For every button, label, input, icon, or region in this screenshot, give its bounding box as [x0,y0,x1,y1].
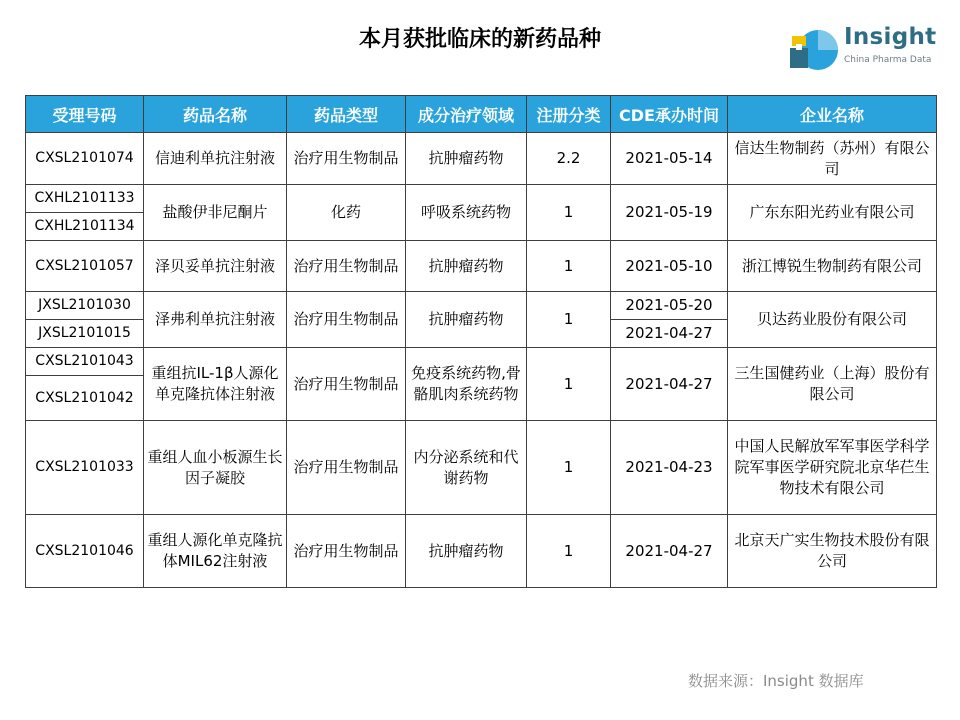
cell-company: 广东东阳光药业有限公司 [728,185,937,241]
column-header-date: CDE承办时间 [611,96,728,133]
page-title: 本月获批临床的新药品种 [358,27,601,52]
insight-logo [786,22,936,78]
cell-area: 抗肿瘤药物 [406,515,527,588]
column-header-type: 药品类型 [287,96,406,133]
cell-type: 治疗用生物制品 [287,241,406,292]
column-header-id: 受理号码 [26,96,144,133]
cell-area: 免疫系统药物,骨骼肌肉系统药物 [406,348,527,421]
table-row [26,185,937,213]
cell-class: 1 [527,421,611,515]
cell-drug: 重组人源化单克隆抗体MIL62注射液 [144,515,287,588]
column-header-drug: 药品名称 [144,96,287,133]
cell-company: 贝达药业股份有限公司 [728,292,937,348]
cell-id: CXSL2101074 [26,133,144,185]
cell-drug: 重组人血小板源生长因子凝胶 [144,421,287,515]
table-row [26,292,937,320]
cell-area: 内分泌系统和代谢药物 [406,421,527,515]
cell-id: CXSL2101057 [26,241,144,292]
cell-type: 治疗用生物制品 [287,348,406,421]
column-header-class: 注册分类 [527,96,611,133]
cell-class: 1 [527,292,611,348]
cell-id: CXSL2101042 [26,376,144,421]
cell-area: 抗肿瘤药物 [406,292,527,348]
table-row [26,133,937,185]
cell-date: 2021-05-19 [611,185,728,241]
cell-class: 1 [527,241,611,292]
cell-date: 2021-04-27 [611,515,728,588]
cell-id: JXSL2101030 [26,292,144,320]
cell-class: 1 [527,185,611,241]
cell-id: CXHL2101133 [26,185,144,213]
cell-date: 2021-04-27 [611,348,728,421]
data-source-note: 数据来源：Insight 数据库 [688,672,864,690]
cell-company: 北京天广实生物技术股份有限公司 [728,515,937,588]
cell-date: 2021-04-23 [611,421,728,515]
table-row [26,515,937,588]
table-row [26,421,937,515]
cell-company: 信达生物制药（苏州）有限公司 [728,133,937,185]
cell-type: 治疗用生物制品 [287,421,406,515]
cell-type: 治疗用生物制品 [287,292,406,348]
column-header-company: 企业名称 [728,96,937,133]
logo-tagline: China Pharma Data [844,55,932,65]
cell-type: 治疗用生物制品 [287,515,406,588]
cell-date: 2021-04-27 [611,320,728,348]
cell-area: 抗肿瘤药物 [406,133,527,185]
insight-logo-icon [786,22,842,78]
cell-drug: 泽贝妥单抗注射液 [144,241,287,292]
drug-approval-table [25,95,937,588]
column-header-area: 成分治疗领域 [406,96,527,133]
cell-company: 中国人民解放军军事医学科学院军事医学研究院北京华芢生物技术有限公司 [728,421,937,515]
cell-class: 1 [527,348,611,421]
cell-class: 1 [527,515,611,588]
table-row [26,348,937,376]
table-row [26,241,937,292]
cell-date: 2021-05-10 [611,241,728,292]
cell-area: 抗肿瘤药物 [406,241,527,292]
cell-type: 化药 [287,185,406,241]
cell-id: JXSL2101015 [26,320,144,348]
cell-id: CXHL2101134 [26,213,144,241]
logo-brand: Insight [844,24,937,50]
cell-drug: 盐酸伊非尼酮片 [144,185,287,241]
cell-date: 2021-05-20 [611,292,728,320]
cell-id: CXSL2101033 [26,421,144,515]
table-header-row [26,96,937,133]
cell-drug: 泽弗利单抗注射液 [144,292,287,348]
cell-drug: 信迪利单抗注射液 [144,133,287,185]
cell-company: 三生国健药业（上海）股份有限公司 [728,348,937,421]
cell-area: 呼吸系统药物 [406,185,527,241]
cell-id: CXSL2101046 [26,515,144,588]
cell-date: 2021-05-14 [611,133,728,185]
cell-company: 浙江博锐生物制药有限公司 [728,241,937,292]
cell-id: CXSL2101043 [26,348,144,376]
cell-type: 治疗用生物制品 [287,133,406,185]
cell-class: 2.2 [527,133,611,185]
cell-drug: 重组抗IL-1β人源化单克隆抗体注射液 [144,348,287,421]
